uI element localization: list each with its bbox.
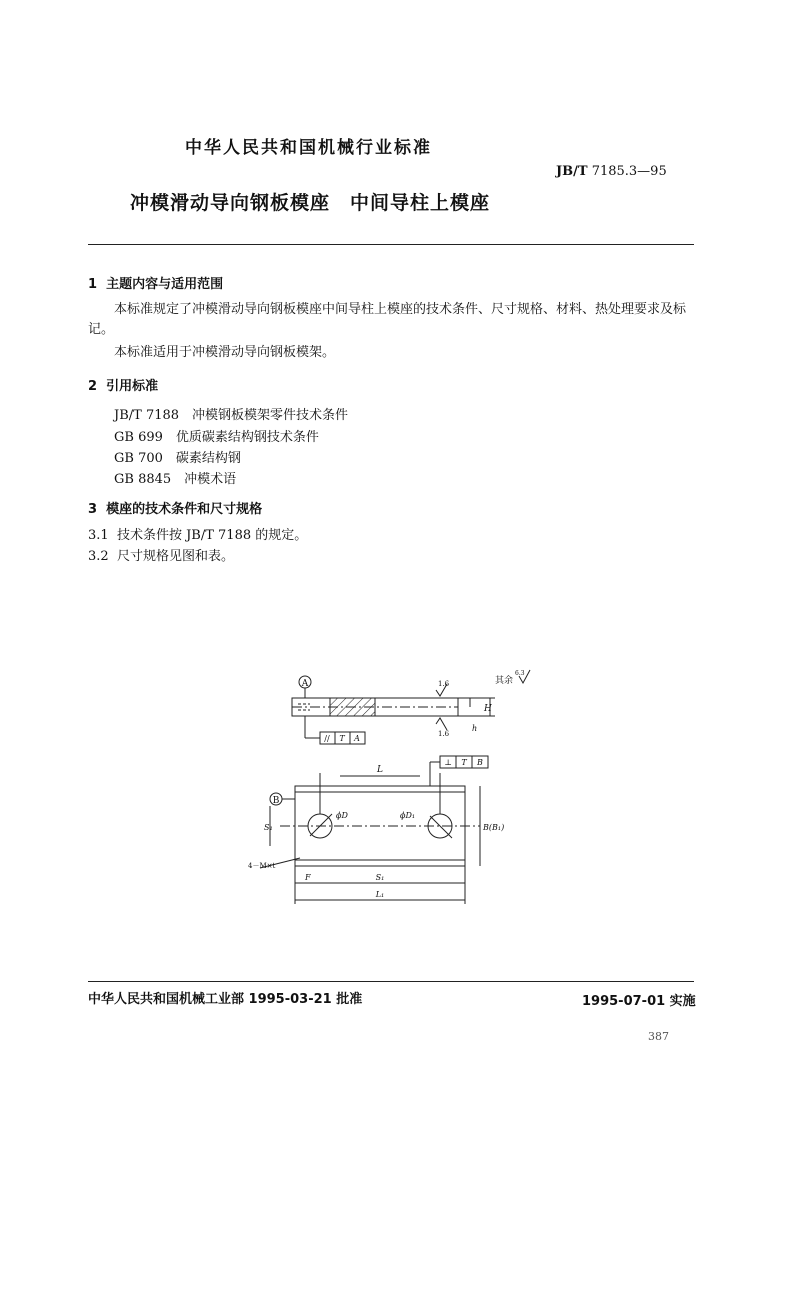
section-1-heading [88, 273, 223, 292]
reference-item: GB 8845 冲模术语 [114, 472, 237, 487]
diameter-leader [310, 814, 332, 836]
document-title: 冲模滑动导向钢板模座 中间导柱上模座 [130, 192, 491, 214]
reference-item: GB 700 碳素结构钢 [114, 451, 241, 466]
upper-die-base-drawing [240, 668, 540, 913]
footer-divider [88, 981, 694, 982]
parallelism-ref-t: T [339, 734, 345, 743]
dim-f-label: F [305, 873, 311, 882]
dim-l-label: L [377, 765, 383, 775]
roughness-value: 1.6 [438, 730, 450, 738]
reference-item: JB/T 7188 冲模钢板模架零件技术条件 [114, 408, 349, 423]
section-1-number: 1 [88, 277, 98, 292]
roughness-symbol [436, 718, 447, 730]
section-2-number: 2 [88, 379, 98, 394]
subsection-number: 3.2 [88, 549, 109, 564]
subsection-text: 技术条件按 JB/T 7188 的规定。 [116, 528, 308, 543]
standard-prefix: JB/T [556, 164, 588, 179]
section-2-title: 引用标准 [106, 379, 159, 394]
datum-b-label: B [272, 796, 280, 806]
roughness-other-value: 6.3 [515, 670, 525, 677]
section-1-paragraph-2: 本标准适用于冲模滑动导向钢板模架。 [114, 345, 336, 360]
issuing-authority-title: 中华人民共和国机械行业标准 [185, 138, 432, 158]
dim-d1-label: ϕD₁ [400, 811, 416, 820]
effective-date: 1995-07-01 实施 [582, 994, 696, 1009]
parallelism-ref-a: A [354, 734, 360, 743]
subsection-3-1 [88, 526, 307, 546]
dim-l1-label: L₁ [375, 890, 385, 899]
dim-d-label: ϕD [336, 811, 348, 820]
standard-code [556, 164, 667, 179]
section-3-number: 3 [88, 502, 98, 517]
reference-item: GB 699 优质碳素结构钢技术条件 [114, 430, 319, 445]
perpendicularity-symbol: ⊥ [444, 758, 452, 767]
page-number: 387 [648, 1030, 669, 1043]
subsection-text: 尺寸规格见图和表。 [116, 549, 234, 564]
plan-view [260, 773, 480, 904]
perpendicularity-ref-t: T [461, 758, 467, 767]
dim-h-label: H [484, 704, 492, 714]
diameter-leader [430, 816, 452, 838]
subsection-3-2 [88, 547, 234, 567]
subsection-number: 3.1 [88, 528, 109, 543]
dim-s1-vertical-label: S₁ [264, 823, 273, 832]
standard-number: 7185.3—95 [587, 164, 667, 179]
section-1-title: 主题内容与适用范围 [106, 277, 224, 292]
dim-s1-label: S₁ [375, 873, 385, 882]
dim-small-h-label: h [472, 724, 478, 733]
perpendicularity-ref-b: B [477, 758, 483, 767]
header-divider [88, 244, 694, 245]
roughness-other-label: 其余 [495, 676, 514, 686]
dim-b-label: B(B₁) [483, 823, 505, 832]
roughness-value: 1.6 [438, 680, 450, 688]
section-3-title: 模座的技术条件和尺寸规格 [106, 502, 263, 517]
datum-a-label: A [301, 679, 309, 689]
section-2-heading [88, 375, 158, 394]
side-section-view [292, 676, 495, 744]
section-3-heading [88, 498, 262, 517]
thread-spec-label: 4－M×t [248, 862, 276, 870]
section-1-paragraph-1: 本标准规定了冲模滑动导向钢板模座中间导柱上模座的技术条件、尺寸规格、材料、热处理要求及标记。 [88, 302, 687, 337]
parallelism-symbol: // [324, 734, 330, 743]
approval-statement: 中华人民共和国机械工业部 1995-03-21 批准 [88, 992, 363, 1007]
